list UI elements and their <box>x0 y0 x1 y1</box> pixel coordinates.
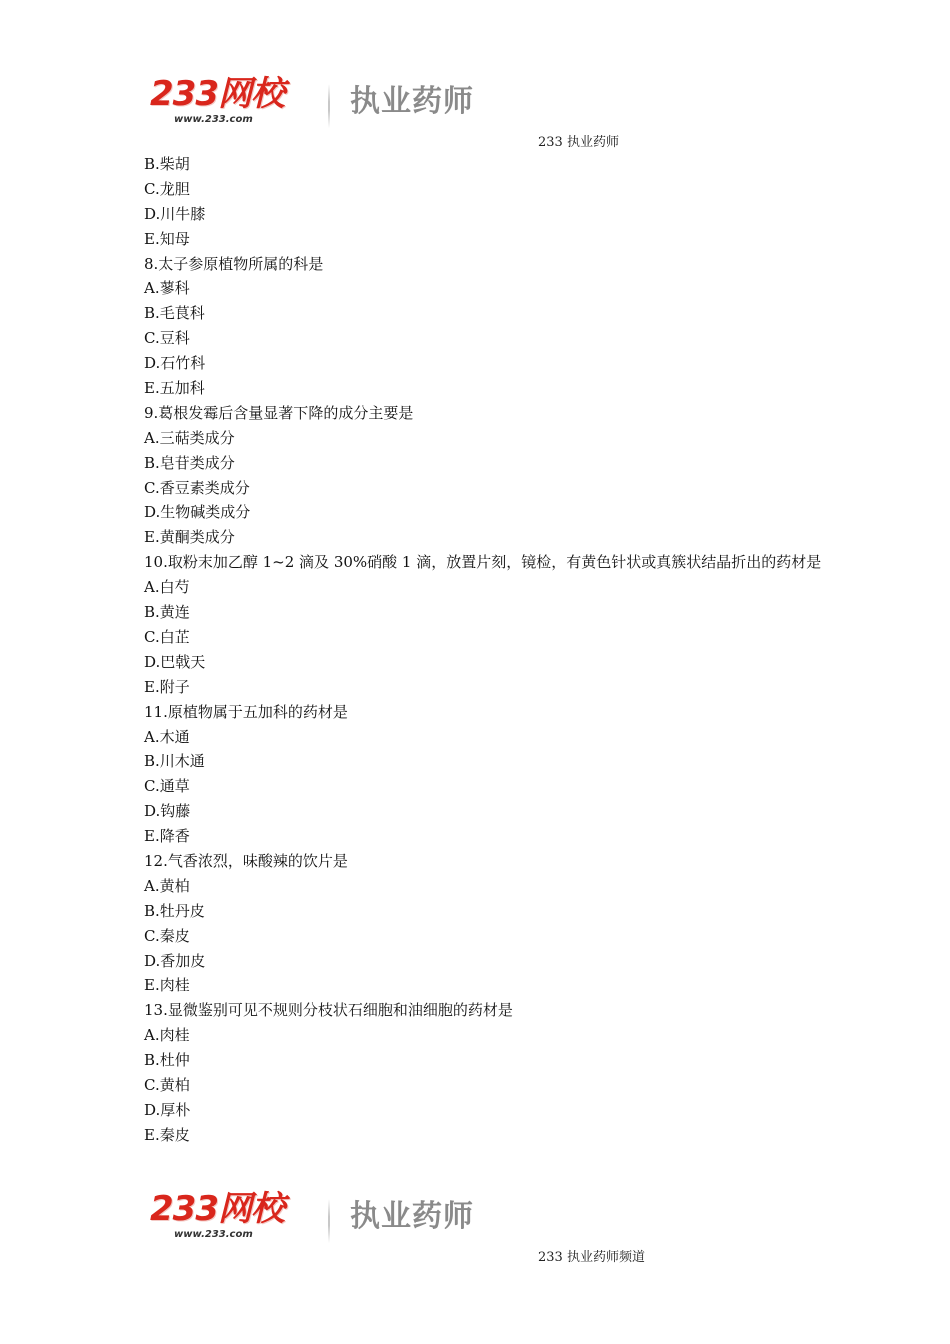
question-line: 8.太子参原植物所属的科是 <box>144 254 324 273</box>
option-line: D.川牛膝 <box>144 204 206 223</box>
option-line: D.厚朴 <box>144 1100 191 1119</box>
option-line: A.蓼科 <box>144 279 190 298</box>
option-line: E.黄酮类成分 <box>144 528 235 547</box>
logo-url: www.233.com <box>174 1229 253 1240</box>
option-line: D.巴戟天 <box>144 652 206 671</box>
logo-wordmark: 233网校 <box>150 74 284 114</box>
logo-subtitle: 执业药师 <box>350 84 474 119</box>
option-line: C.香豆素类成分 <box>144 478 250 497</box>
option-line: B.杜仲 <box>144 1051 190 1070</box>
option-line: D.钩藤 <box>144 802 191 821</box>
logo-divider <box>328 84 330 128</box>
option-line: B.牡丹皮 <box>144 901 205 920</box>
option-line: D.生物碱类成分 <box>144 503 251 522</box>
option-line: B.川木通 <box>144 752 205 771</box>
logo-url: www.233.com <box>174 114 253 125</box>
logo-divider <box>328 1199 330 1243</box>
option-line: B.毛茛科 <box>144 304 205 323</box>
option-line: C.豆科 <box>144 329 190 348</box>
question-line: 12.气香浓烈，味酸辣的饮片是 <box>144 851 348 870</box>
option-line: E.知母 <box>144 229 190 248</box>
option-line: A.肉桂 <box>144 1026 190 1045</box>
logo-wordmark: 233网校 <box>150 1189 284 1229</box>
option-line: A.黄柏 <box>144 876 190 895</box>
question-list <box>144 152 824 1148</box>
question-line: 13.显微鉴别可见不规则分枝状石细胞和油细胞的药材是 <box>144 1001 513 1020</box>
option-line: D.香加皮 <box>144 951 206 970</box>
header-logo <box>150 76 490 132</box>
header-caption: 233 执业药师 <box>538 135 619 150</box>
footer-logo <box>150 1191 490 1247</box>
question-line: 10.取粉末加乙醇 1~2 滴及 30%硝酸 1 滴，放置片刻，镜检，有黄色针状或真簇状结晶折出的药材是 <box>144 553 822 572</box>
option-line: E.降香 <box>144 827 190 846</box>
option-line: E.五加科 <box>144 379 205 398</box>
option-line: C.龙胆 <box>144 179 190 198</box>
option-line: C.通草 <box>144 777 190 796</box>
option-line: D.石竹科 <box>144 354 206 373</box>
option-line: E.秦皮 <box>144 1125 190 1144</box>
option-line: C.黄柏 <box>144 1075 190 1094</box>
option-line: A.白芍 <box>144 578 190 597</box>
option-line: B.柴胡 <box>144 155 190 173</box>
question-line: 9.葛根发霉后含量显著下降的成分主要是 <box>144 403 414 422</box>
footer-caption: 233 执业药师频道 <box>538 1250 645 1265</box>
option-line: E.附子 <box>144 677 190 696</box>
option-line: C.秦皮 <box>144 926 190 945</box>
option-line: A.三萜类成分 <box>144 428 235 447</box>
option-line: B.皂苷类成分 <box>144 453 235 472</box>
question-line: 11.原植物属于五加科的药材是 <box>144 702 348 721</box>
option-line: A.木通 <box>144 727 190 746</box>
option-line: B.黄连 <box>144 603 190 622</box>
option-line: C.白芷 <box>144 627 190 646</box>
logo-subtitle: 执业药师 <box>350 1199 474 1234</box>
option-line: E.肉桂 <box>144 976 190 995</box>
